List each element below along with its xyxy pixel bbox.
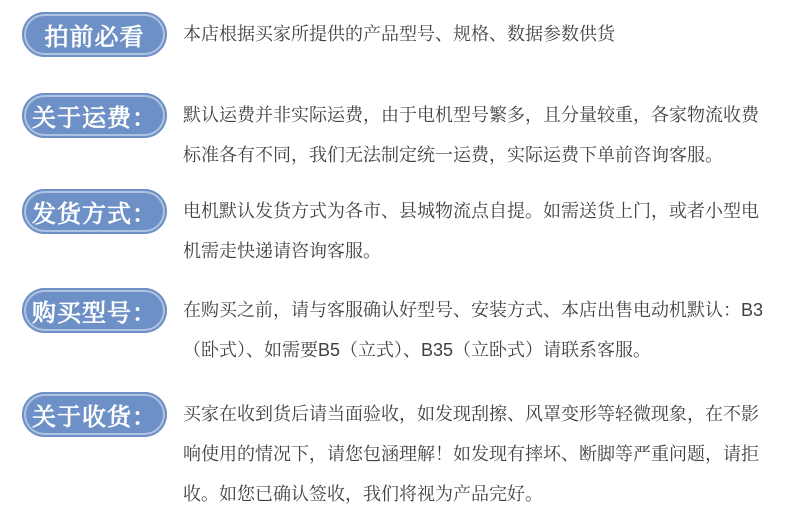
notice-label: 关于收货： — [32, 404, 157, 431]
notice-label: 发货方式： — [32, 201, 157, 228]
notice-text: 买家在收到货后请当面验收，如发现刮擦、风罩变形等轻微现象，在不影响使用的情况下，请您包涵理解！如发现有摔坏、断脚等严重问题，请拒收。如您已确认签收，我们将视为产品完好。 — [183, 404, 759, 504]
notice-label-pill — [22, 189, 167, 234]
notice-section-shipping-fee — [0, 93, 790, 175]
notice-label: 关于运费： — [32, 105, 157, 132]
notice-section-delivery-method — [0, 189, 790, 271]
notice-label: 拍前必看 — [44, 24, 145, 51]
notice-label-pill — [22, 12, 167, 57]
notice-label-pill — [22, 93, 167, 138]
notice-section-receiving-goods — [0, 392, 790, 514]
notice-section-must-read — [0, 12, 790, 57]
notice-label-pill — [22, 288, 167, 333]
notice-text: 电机默认发货方式为各市、县城物流点自提。如需送货上门，或者小型电机需走快递请咨询客服。 — [183, 201, 759, 261]
notice-text: 在购买之前，请与客服确认好型号、安装方式、本店出售电动机默认：B3（卧式）、如需要B5（立式）、B35（立卧式）请联系客服。 — [183, 300, 764, 360]
notice-label: 购买型号： — [32, 300, 157, 327]
notice-label-pill — [22, 392, 167, 437]
notice-text: 默认运费并非实际运费，由于电机型号繁多，且分量较重，各家物流收费标准各有不同，我们无法制定统一运费，实际运费下单前咨询客服。 — [183, 105, 759, 165]
notice-text: 本店根据买家所提供的产品型号、规格、数据参数供货 — [183, 24, 615, 44]
notice-section-purchase-model — [0, 288, 790, 370]
